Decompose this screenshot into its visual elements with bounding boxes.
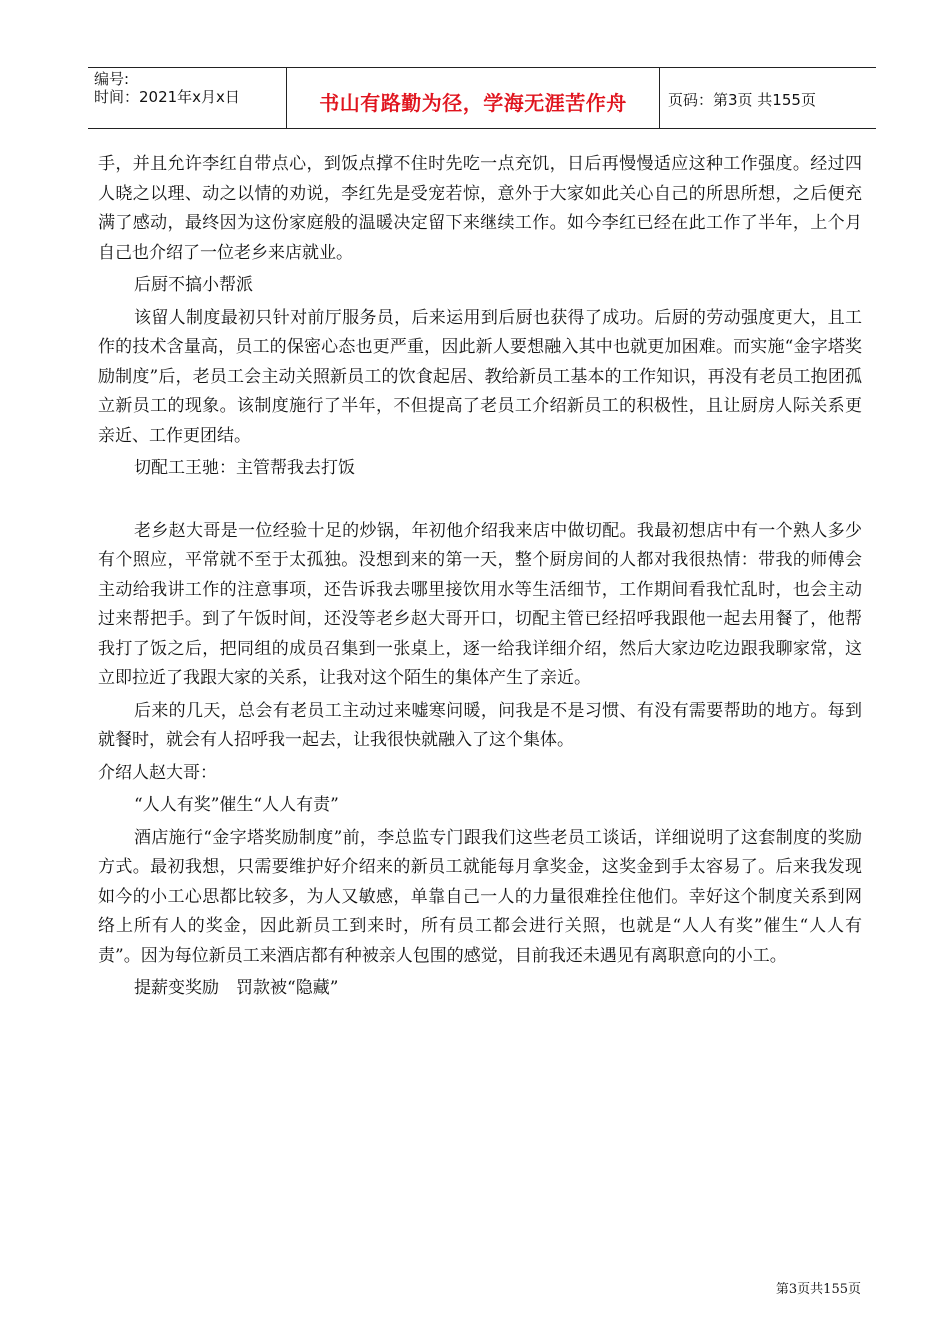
body-paragraph: 老乡赵大哥是一位经验十足的炒锅，年初他介绍我来店中做切配。我最初想店中有一个熟人多少有个照应，平常就不至于太孤独。没想到来的第一天，整个厨房间的人都对我很热情：带我的师傅会主动给我讲工作的注意事项，还告诉我去哪里接饮用水等生活细节，工作期间看我忙乱时，也会主动过来帮把手。到了午饭时间，还没等老乡赵大哥开口，切配主管已经招呼我跟他一起去用餐了，他帮我打了饭之后，把同组的成员召集到一张桌上，逐一给我详细介绍，然后大家边吃边跟我聊家常，这立即拉近了我跟大家的关系，让我对这个陌生的集体产生了亲近。 [98,520,862,688]
header-left-cell [88,68,287,128]
section-heading: “人人有奖”催生“人人有责” [134,795,339,815]
header-right-cell [660,68,876,128]
document-time-label: 时间：2021年x月x日 [94,88,240,106]
footer-page-number: 第3页共155页 [775,1282,861,1297]
body-paragraph: 后来的几天，总会有老员工主动过来嘘寒问暖，问我是不是习惯、有没有需要帮助的地方。每到就餐时，就会有人招呼我一起去，让我很快就融入了这个集体。 [98,700,862,750]
header-table [88,67,876,129]
body-paragraph: 酒店施行“金字塔奖励制度”前，李总监专门跟我们这些老员工谈话，详细说明了这套制度的奖励方式。最初我想，只需要维护好介绍来的新员工就能每月拿奖金，这奖金到手太容易了。后来我发现如今的小工心思都比较多，为人又敏感，单靠自己一人的力量很难拴住他们。幸好这个制度关系到网络上所有人的奖金，因此新员工到来时，所有员工都会进行关照，也就是“人人有奖”催生“人人有责”。因为每位新员工来酒店都有种被亲人包围的感觉，目前我还未遇见有离职意向的小工。 [98,827,862,966]
header-middle-cell [287,68,660,128]
section-heading: 切配工王驰：主管帮我去打饭 [134,458,355,478]
header-motto: 书山有路勤为径，学海无涯苦作舟 [319,91,627,115]
section-heading: 后厨不搞小帮派 [134,275,253,295]
section-heading: 介绍人赵大哥： [98,762,217,783]
blank-line [98,484,862,514]
body-paragraph: 该留人制度最初只针对前厅服务员，后来运用到后厨也获得了成功。后厨的劳动强度更大，且工作的技术含量高，员工的保密心态也更严重，因此新人要想融入其中也就更加困难。而实施“金字塔奖励制度”后，老员工会主动关照新员工的饮食起居、教给新员工基本的工作知识，再没有老员工抱团孤立新员工的现象。该制度施行了半年，不但提高了老员工介绍新员工的积极性，且让厨房人际关系更亲近、工作更团结。 [98,307,862,446]
header-page-label: 页码：第3页 共155页 [668,91,816,109]
document-body [98,150,862,1004]
body-paragraph: 手，并且允许李红自带点心，到饭点撑不住时先吃一点充饥，日后再慢慢适应这种工作强度。经过四人晓之以理、动之以情的劝说，李红先是受宠若惊，意外于大家如此关心自己的所思所想，之后便充满了感动，最终因为这份家庭般的温暖决定留下来继续工作。如今李红已经在此工作了半年，上个月自己也介绍了一位老乡来店就业。 [98,154,862,263]
section-heading: 提薪变奖励 罚款被“隐藏” [134,978,339,998]
document-number-label: 编号: [94,70,130,88]
